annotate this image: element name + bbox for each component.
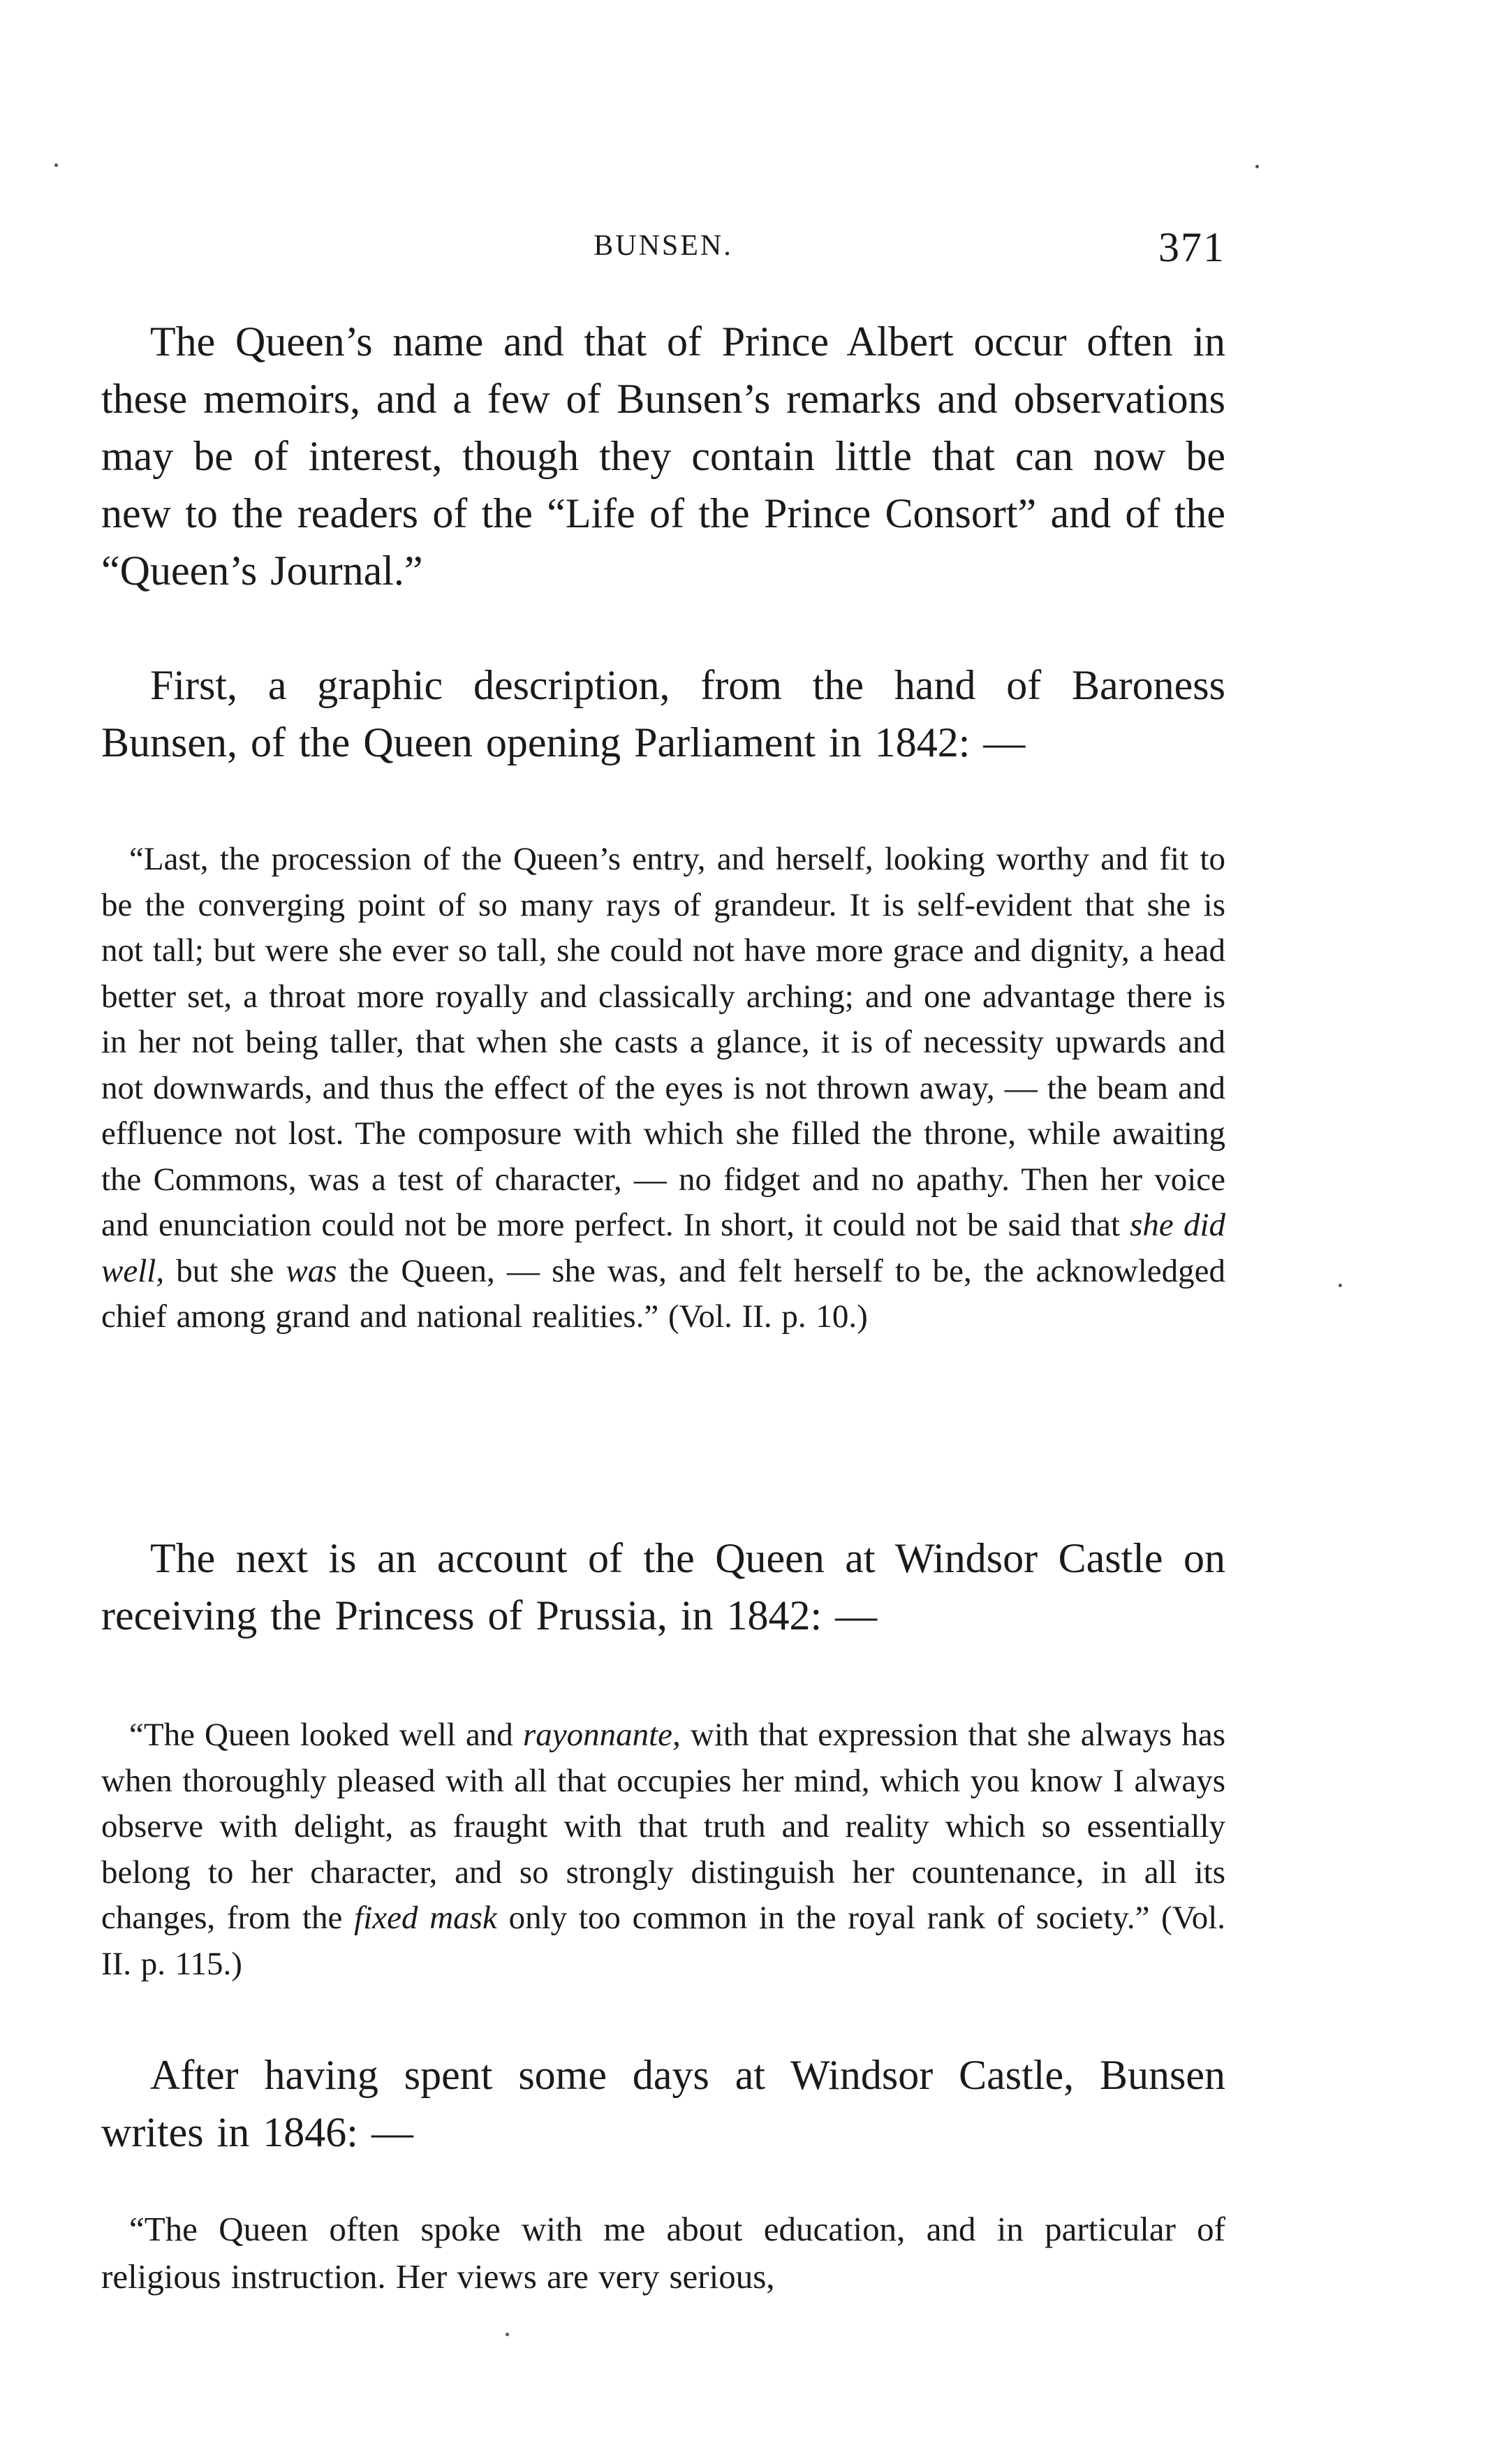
print-speck: [1255, 165, 1259, 168]
running-head: BUNSEN.: [593, 230, 733, 262]
quote-emphasis: she did well,: [101, 1207, 1226, 1289]
block-quote: [101, 1713, 1225, 1987]
body-paragraph: The next is an account of the Queen at Windsor Castle on receiving the Princess of Prussia, in 1842: —: [101, 1535, 1225, 1638]
quote-text: only too common in the royal rank of society.” (Vol. II. p. 115.): [101, 1900, 1226, 1982]
print-speck: [1339, 1284, 1342, 1287]
paragraph-graphic-description: [101, 657, 1225, 771]
paragraph-windsor-account: [101, 1530, 1225, 1644]
body-paragraph: After having spent some days at Windsor Castle, Bunsen writes in 1846: —: [101, 2052, 1225, 2155]
quote-emphasis: was: [286, 1252, 337, 1289]
quote-text: but she: [176, 1252, 274, 1289]
body-paragraph: The Queen’s name and that of Prince Albert occur often in these memoirs, and a few of Bunsen’s remarks and observations may be of interest, though they contain little that can now be new to the readers of the “Life of the Prince Consort” and of the “Queen’s Journal.”: [101, 318, 1225, 594]
quote-text: the Queen, — she was, and felt herself to be, the acknowledged chief among grand and national realities.” (Vol. II. p. 10.): [101, 1252, 1226, 1335]
block-quote: [101, 837, 1225, 1340]
page-header: [101, 223, 1225, 279]
print-speck: [54, 163, 58, 167]
page-number: 371: [1158, 224, 1225, 270]
quote-emphasis: rayonnante,: [522, 1717, 681, 1753]
quotation-princess-of-prussia: [101, 1713, 1225, 1987]
quotation-opening-parliament: [101, 837, 1225, 1340]
quotation-education: [101, 2206, 1225, 2301]
paragraph-windsor-1846: [101, 2046, 1225, 2161]
print-speck: [506, 2333, 509, 2336]
quote-emphasis: fixed mask: [354, 1900, 497, 1936]
block-quote: “The Queen often spoke with me about education, and in particular of religious instruction. Her views are very serious,: [101, 2210, 1225, 2296]
paragraph-queen-name: [101, 313, 1225, 599]
quote-text: “The Queen looked well and: [129, 1717, 513, 1753]
quote-text: with that expression that she always has when thoroughly pleased with all that occupies her mind, which you know I always observe with delight, as fraught with that truth and reality which so essentially belong to her character, and so strongly distinguish her countenance, in all its changes, from the: [101, 1717, 1226, 1936]
body-paragraph: First, a graphic description, from the hand of Baroness Bunsen, of the Queen opening Parliament in 1842: —: [101, 662, 1225, 765]
quote-text: “Last, the procession of the Queen’s entry, and herself, looking worthy and fit to be the converging point of so many rays of grandeur. It is self-evident that she is not tall; but were she ever so tall, she could not have more grace and dignity, a head better set, a throat more royally and classically arching; and one advantage there is in her not being taller, that when she casts a glance, it is of necessity upwards and not downwards, and thus the effect of the eyes is not thrown away, — the beam and effluence not lost. The composure with which she filled the throne, while awaiting the Commons, was a test of character, — no fidget and no apathy. Then her voice and enunciation could not be more perfect. In short, it could not be said that: [101, 841, 1225, 1243]
